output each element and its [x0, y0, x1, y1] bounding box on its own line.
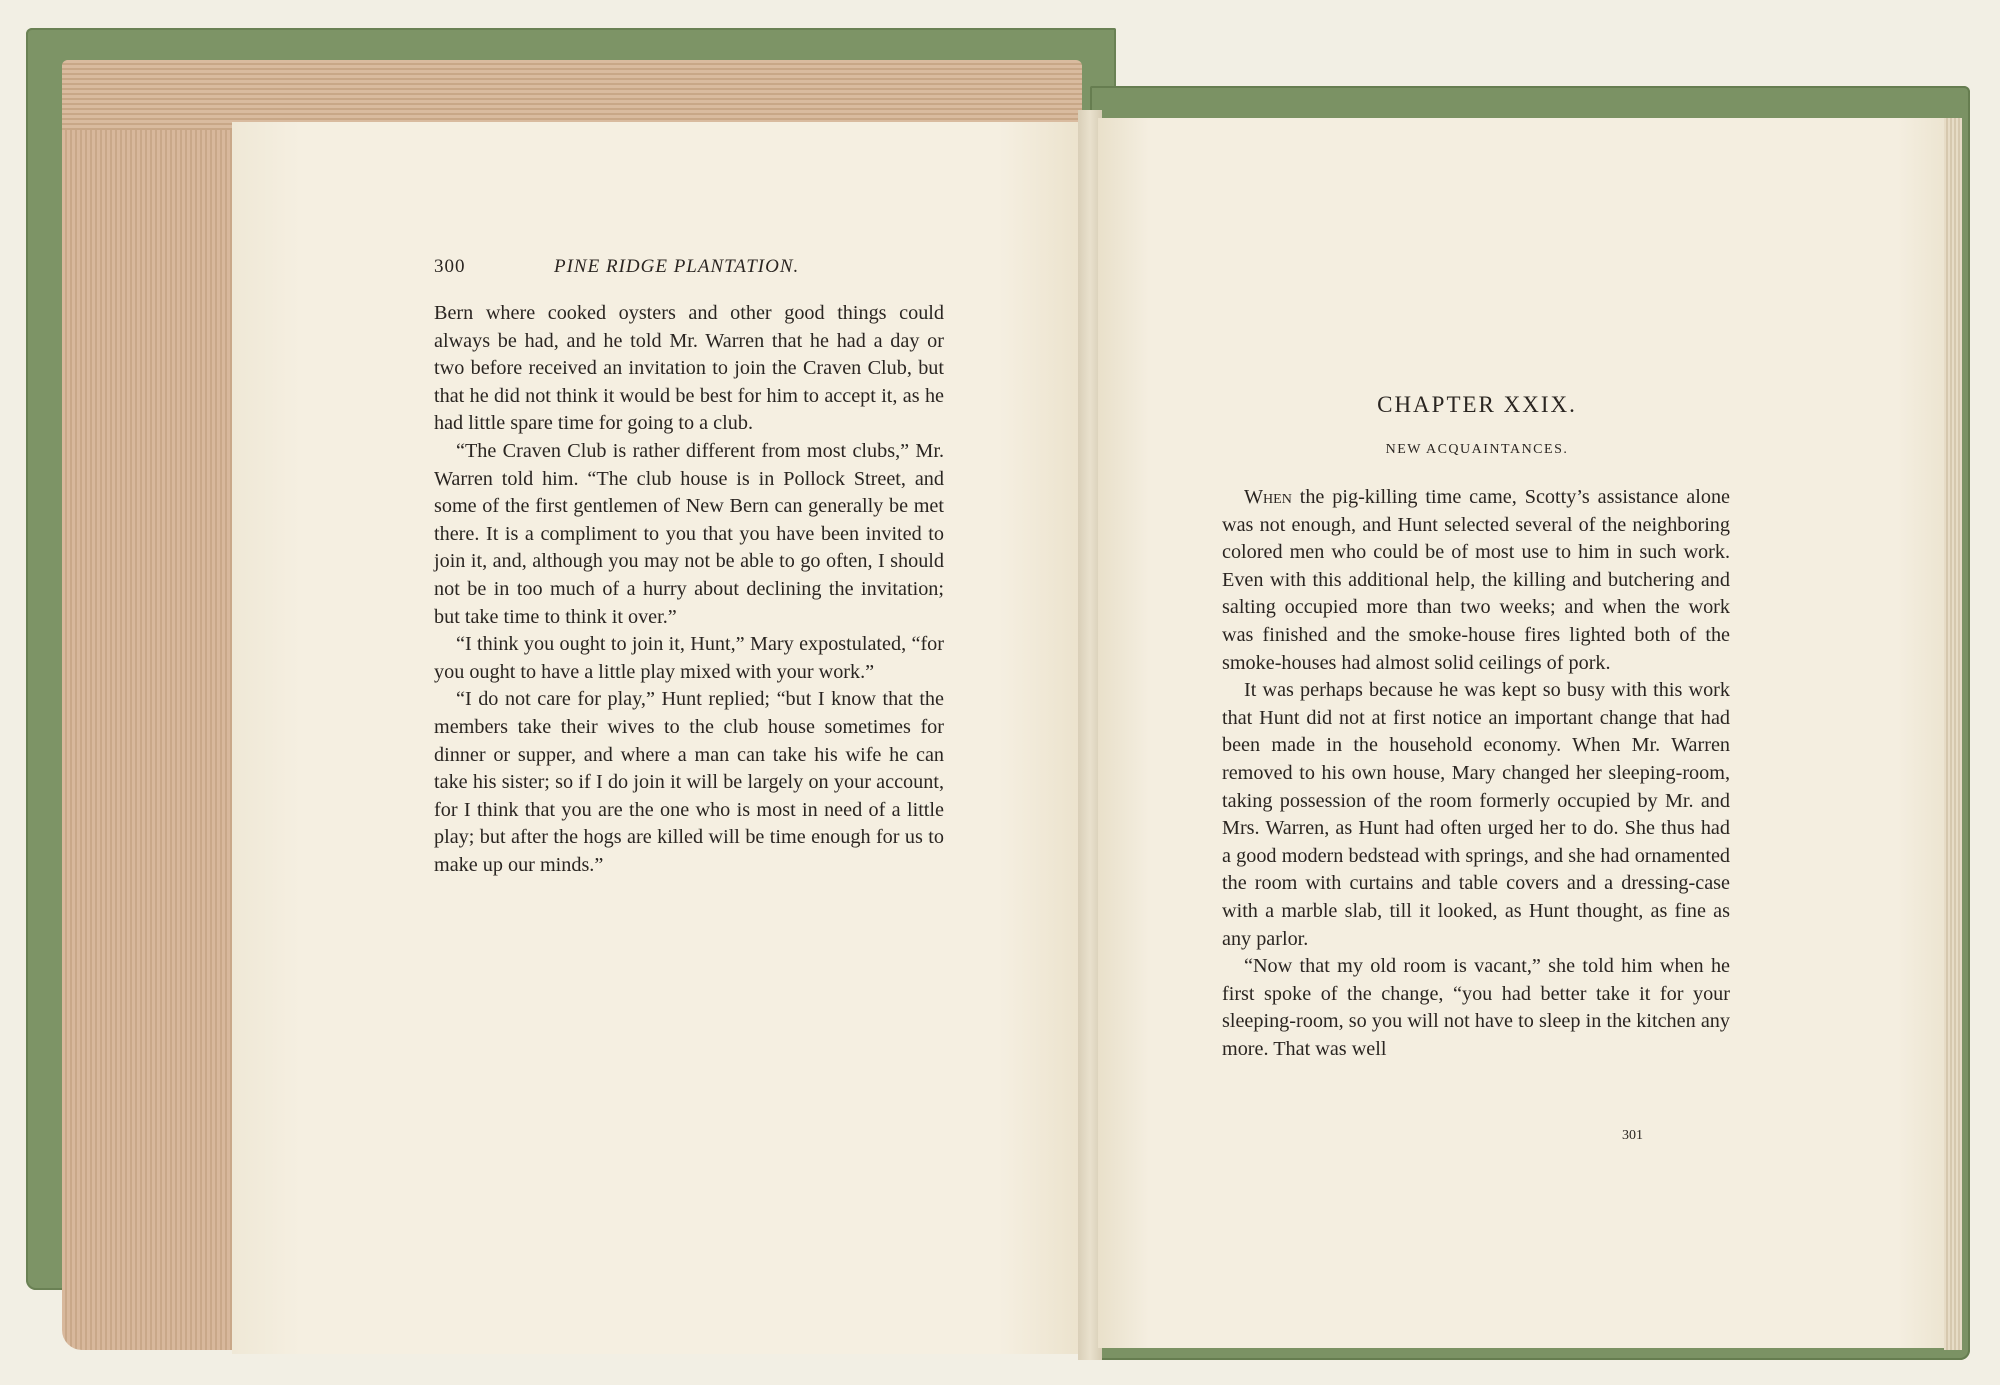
paragraph: “I do not care for play,” Hunt replied; “but I know that the members take their wives to the club house sometimes for dinner or supper, and where a man can take his wife he can take his sister; so if I do join it will be largely on your account, for I think that you are the one who is most in need of a little play; but after the hogs are killed will be time enough for us to make up our minds.”	[434, 688, 944, 876]
page-edges-top	[62, 60, 1082, 130]
left-page-number: 300	[434, 256, 466, 277]
running-head	[434, 256, 944, 282]
running-head-title: PINE RIDGE PLANTATION.	[554, 256, 800, 277]
paragraph: “Now that my old room is vacant,” she told him when he first spoke of the change, “you had better take it for your sleeping-room, so you will not have to sleep in the kitchen any more. That was well	[1222, 955, 1730, 1060]
paragraph: It was perhaps because he was kept so busy with this work that Hunt did not at first notice an important change that had been made in the household economy. When Mr. Warren removed to his own house, Mary changed her sleeping-room, taking possession of the room formerly occupied by Mr. and Mrs. Warren, as Hunt had often urged her to do. She thus had a good modern bedstead with springs, and she had ornamented the room with curtains and table covers and a dressing-case with a marble slab, till it looked, as Hunt thought, as fine as any parlor.	[1222, 679, 1730, 950]
first-word: When	[1244, 486, 1292, 508]
page-edges-left	[62, 60, 242, 1350]
chapter-subtitle: NEW ACQUAINTANCES.	[1385, 442, 1569, 457]
paragraph: Bern where cooked oysters and other good things could always be had, and he told Mr. Warren that he had a day or two before received an invitation to join the Craven Club, but that he did not think it would be best for him to accept it, as he had little spare time for going to a club.	[434, 302, 944, 435]
first-paragraph-rest: the pig-killing time came, Scotty’s assistance alone was not enough, and Hunt selected several of the neighboring colored men who could be of most use to him in such work. Even with this additional help, the killing and butchering and salting occupied more than two weeks; and when the work was finished and the smoke-house fires lighted both of the smoke-houses had almost solid ceilings of pork.	[1222, 486, 1730, 674]
right-page-number: 301	[1622, 1128, 1643, 1143]
chapter-title: CHAPTER XXIX.	[1377, 392, 1577, 417]
left-page-text	[434, 300, 944, 879]
paragraph	[1222, 484, 1730, 677]
paragraph: “The Craven Club is rather different from most clubs,” Mr. Warren told him. “The club house is in Pollock Street, and some of the first gentlemen of New Bern can generally be met there. It is a compliment to you that you have been invited to join it, and, although you may not be able to go often, I should not be in too much of a hurry about declining the invitation; but take time to think it over.”	[434, 439, 944, 628]
page-edges-right	[1944, 118, 1962, 1350]
paragraph: “I think you ought to join it, Hunt,” Mary expostulated, “for you ought to have a little play mixed with your work.”	[434, 633, 944, 683]
right-page-text	[1222, 484, 1730, 1063]
